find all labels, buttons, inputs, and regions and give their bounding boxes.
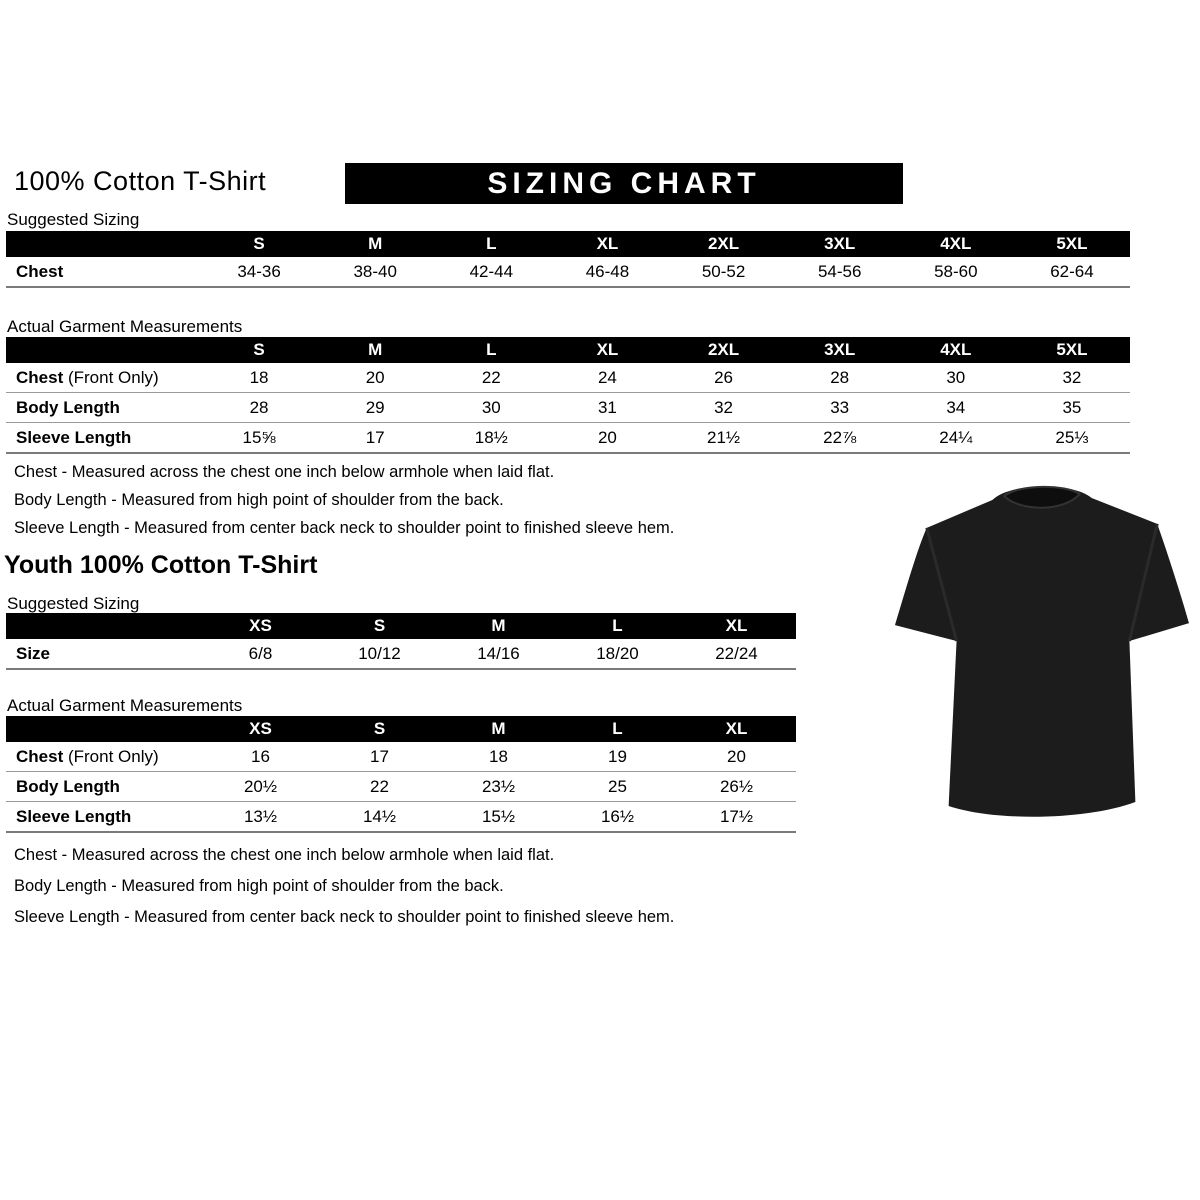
measurement-value: 17 [317, 423, 433, 454]
size-column-header: XS [201, 716, 320, 742]
measurement-value: 13½ [201, 802, 320, 833]
measurement-value: 18/20 [558, 639, 677, 669]
row-label: Body Length [6, 772, 201, 802]
adult-title: 100% Cotton T-Shirt [14, 166, 267, 196]
measurement-value: 17 [320, 742, 439, 772]
table-row [6, 742, 796, 772]
header-row [6, 231, 1130, 257]
header-row [6, 716, 796, 742]
youth-suggested-table [6, 613, 796, 670]
size-column-header: 5XL [1014, 337, 1130, 363]
measurement-value: 34 [898, 393, 1014, 423]
size-table [6, 231, 1130, 288]
measurement-value: 22/24 [677, 639, 796, 669]
size-column-header: XL [677, 613, 796, 639]
row-label: Size [6, 639, 201, 669]
measurement-value: 38-40 [317, 257, 433, 287]
row-label: Sleeve Length [6, 423, 201, 454]
measurement-value: 18½ [433, 423, 549, 454]
size-column-header: 4XL [898, 231, 1014, 257]
measurement-value: 24¼ [898, 423, 1014, 454]
measurement-value: 25 [558, 772, 677, 802]
measurement-value: 26½ [677, 772, 796, 802]
measurement-value: 50-52 [666, 257, 782, 287]
tshirt-icon [893, 473, 1191, 825]
measurement-value: 15½ [439, 802, 558, 833]
measurement-value: 30 [898, 363, 1014, 393]
sizing-chart-banner [345, 163, 903, 204]
measurement-value: 10/12 [320, 639, 439, 669]
row-label: Body Length [6, 393, 201, 423]
size-column-header: L [558, 716, 677, 742]
measurement-value: 25⅓ [1014, 423, 1130, 454]
size-column-header: 3XL [782, 231, 898, 257]
sizing-chart-banner-text: SIZING CHART [487, 166, 761, 200]
note-chest: Chest - Measured across the chest one inch below armhole when laid flat. [14, 846, 555, 864]
table-row [6, 257, 1130, 287]
size-table [6, 613, 796, 670]
size-column-header: 2XL [666, 231, 782, 257]
adult-suggested-label: Suggested Sizing [7, 210, 140, 229]
measurement-value: 28 [201, 393, 317, 423]
note-body-length: Body Length - Measured from high point of shoulder from the back. [14, 491, 504, 509]
size-column-header: 2XL [666, 337, 782, 363]
size-column-header: M [317, 337, 433, 363]
measurement-value: 23½ [439, 772, 558, 802]
youth-notes [14, 846, 674, 936]
size-column-header: L [433, 337, 549, 363]
header-spacer [6, 613, 201, 639]
measurement-value: 16 [201, 742, 320, 772]
measurement-value: 28 [782, 363, 898, 393]
measurement-value: 14½ [320, 802, 439, 833]
youth-title: Youth 100% Cotton T-Shirt [4, 551, 318, 579]
size-column-header: XL [549, 337, 665, 363]
measurement-value: 20½ [201, 772, 320, 802]
measurement-value: 15⅝ [201, 423, 317, 454]
measurement-value: 58-60 [898, 257, 1014, 287]
header-row [6, 613, 796, 639]
measurement-value: 17½ [677, 802, 796, 833]
measurement-value: 35 [1014, 393, 1130, 423]
size-column-header: S [201, 231, 317, 257]
size-table [6, 337, 1130, 454]
table-row [6, 802, 796, 833]
measurement-value: 34-36 [201, 257, 317, 287]
header-spacer [6, 231, 201, 257]
youth-suggested-label: Suggested Sizing [7, 594, 140, 613]
size-column-header: L [433, 231, 549, 257]
size-column-header: M [439, 613, 558, 639]
measurement-value: 21½ [666, 423, 782, 454]
measurement-value: 20 [549, 423, 665, 454]
table-row [6, 423, 1130, 454]
measurement-value: 6/8 [201, 639, 320, 669]
tshirt-image [893, 473, 1191, 825]
youth-actual-table [6, 716, 796, 833]
note-sleeve-length: Sleeve Length - Measured from center back neck to shoulder point to finished sleeve hem. [14, 908, 675, 926]
size-column-header: M [439, 716, 558, 742]
table-row [6, 639, 796, 669]
measurement-value: 14/16 [439, 639, 558, 669]
size-column-header: XS [201, 613, 320, 639]
size-column-header: M [317, 231, 433, 257]
row-label: Chest (Front Only) [6, 742, 201, 772]
size-column-header: S [320, 613, 439, 639]
adult-actual-table [6, 337, 1130, 454]
measurement-value: 32 [1014, 363, 1130, 393]
adult-suggested-table [6, 231, 1130, 288]
row-label: Sleeve Length [6, 802, 201, 833]
youth-actual-label: Actual Garment Measurements [7, 696, 243, 715]
measurement-value: 22 [320, 772, 439, 802]
size-column-header: L [558, 613, 677, 639]
size-column-header: XL [677, 716, 796, 742]
measurement-value: 18 [201, 363, 317, 393]
measurement-value: 22 [433, 363, 549, 393]
size-column-header: S [201, 337, 317, 363]
size-column-header: XL [549, 231, 665, 257]
size-column-header: 5XL [1014, 231, 1130, 257]
table-row [6, 363, 1130, 393]
note-chest: Chest - Measured across the chest one inch below armhole when laid flat. [14, 463, 555, 481]
measurement-value: 62-64 [1014, 257, 1130, 287]
measurement-value: 29 [317, 393, 433, 423]
measurement-value: 22⅞ [782, 423, 898, 454]
measurement-value: 26 [666, 363, 782, 393]
measurement-value: 46-48 [549, 257, 665, 287]
measurement-value: 33 [782, 393, 898, 423]
measurement-value: 19 [558, 742, 677, 772]
header-spacer [6, 716, 201, 742]
measurement-value: 18 [439, 742, 558, 772]
header-spacer [6, 337, 201, 363]
note-body-length: Body Length - Measured from high point of shoulder from the back. [14, 877, 504, 895]
measurement-value: 24 [549, 363, 665, 393]
measurement-value: 20 [677, 742, 796, 772]
size-column-header: 3XL [782, 337, 898, 363]
measurement-value: 32 [666, 393, 782, 423]
adult-actual-label: Actual Garment Measurements [7, 317, 243, 336]
size-column-header: 4XL [898, 337, 1014, 363]
size-column-header: S [320, 716, 439, 742]
header-row [6, 337, 1130, 363]
measurement-value: 31 [549, 393, 665, 423]
measurement-value: 16½ [558, 802, 677, 833]
measurement-value: 42-44 [433, 257, 549, 287]
measurement-value: 30 [433, 393, 549, 423]
measurement-value: 54-56 [782, 257, 898, 287]
adult-notes [14, 463, 674, 547]
row-label: Chest [6, 257, 201, 287]
row-label: Chest (Front Only) [6, 363, 201, 393]
measurement-value: 20 [317, 363, 433, 393]
note-sleeve-length: Sleeve Length - Measured from center back neck to shoulder point to finished sleeve hem. [14, 519, 675, 537]
size-table [6, 716, 796, 833]
table-row [6, 772, 796, 802]
table-row [6, 393, 1130, 423]
